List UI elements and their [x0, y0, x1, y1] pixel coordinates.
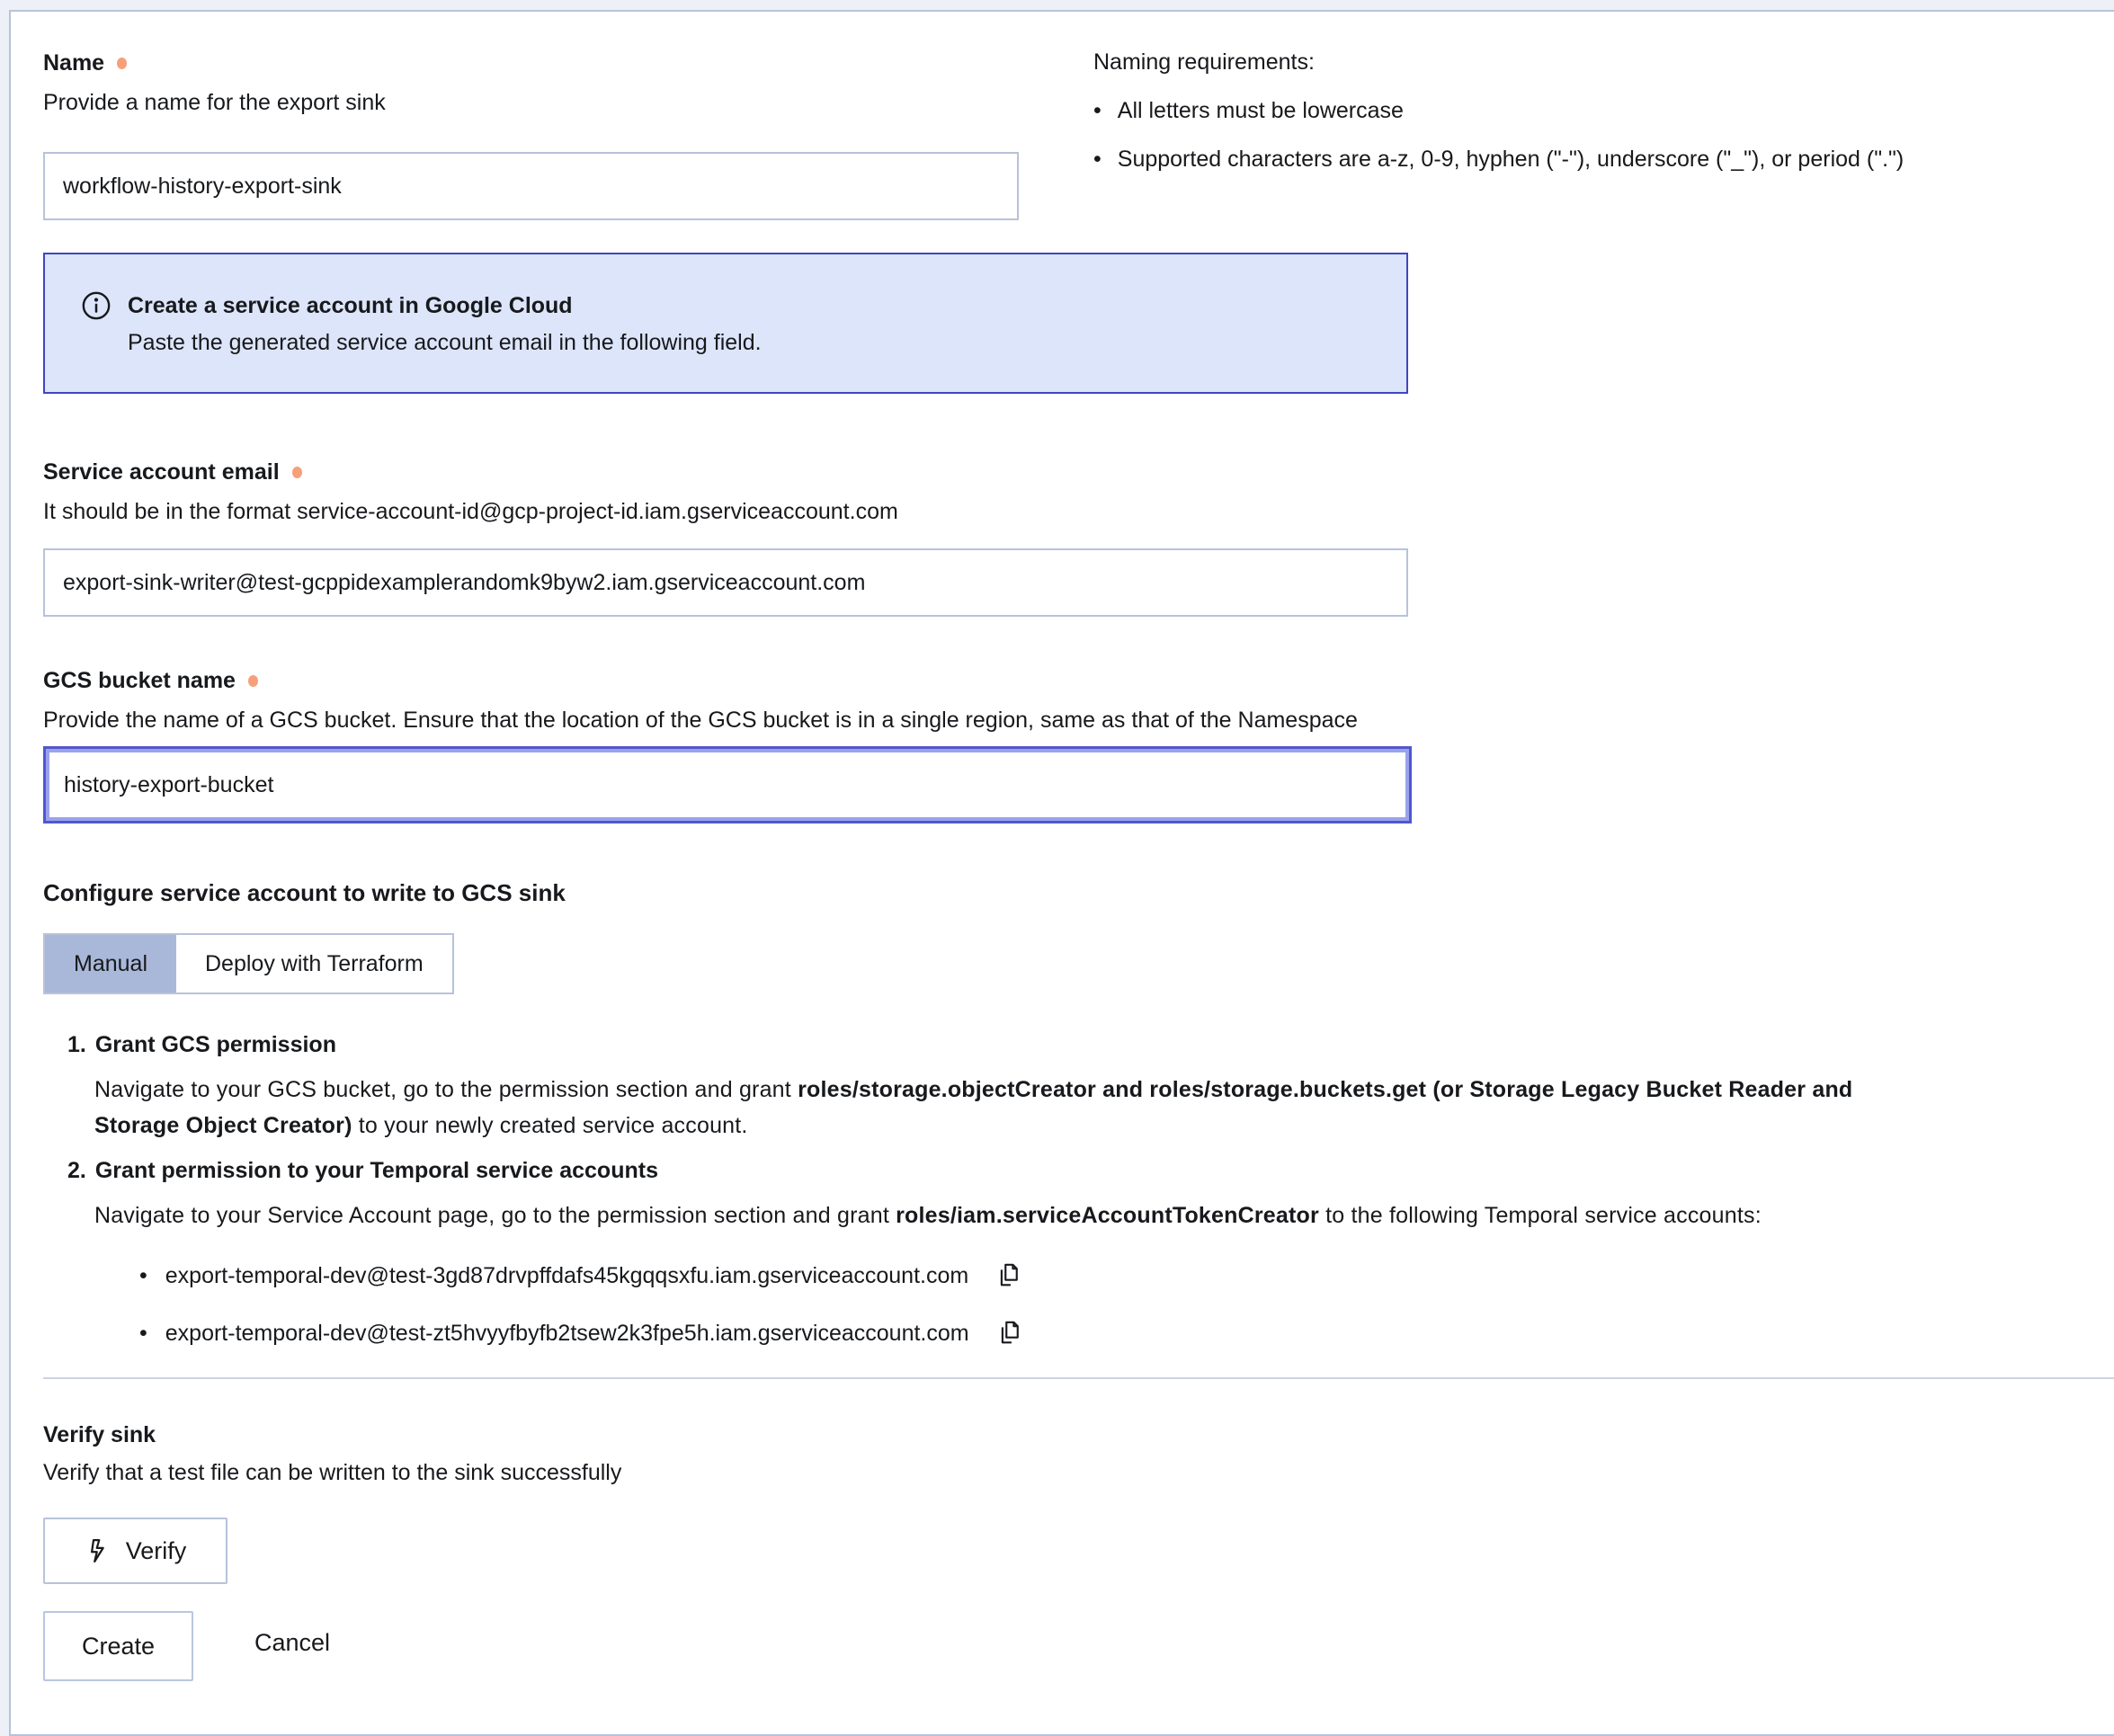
step-body-text: Navigate to your GCS bucket, go to the permission section and grant	[94, 1077, 798, 1102]
naming-requirements	[1093, 39, 2114, 220]
step-1-title-row	[67, 1032, 2114, 1059]
info-icon	[81, 290, 111, 321]
lightning-icon	[85, 1537, 111, 1564]
configure-tabs	[43, 933, 454, 994]
service-account-label-row	[43, 458, 2114, 485]
service-account-email-input[interactable]	[43, 548, 1408, 617]
cancel-button[interactable]: Cancel	[254, 1629, 331, 1656]
export-sink-form-card	[9, 10, 2114, 1736]
step-number: 1.	[67, 1032, 86, 1057]
name-input[interactable]	[43, 152, 1019, 220]
temporal-service-accounts-list	[139, 1260, 2114, 1349]
bullet-icon: •	[139, 1262, 147, 1288]
tab-deploy-with-terraform[interactable]: Deploy with Terraform	[176, 935, 452, 993]
service-account-hint: It should be in the format service-account-id@gcp-project-id.iam.gserviceaccount.com	[43, 499, 898, 524]
name-hint: Provide a name for the export sink	[43, 90, 386, 115]
service-account-email: export-temporal-dev@test-3gd87drvpffdafs45kgqqsxfu.iam.gserviceaccount.com	[165, 1262, 969, 1288]
service-account-info-box	[43, 253, 1408, 394]
required-indicator	[248, 675, 258, 687]
requirement-text: All letters must be lowercase	[1117, 98, 1404, 123]
info-box-header	[81, 290, 1378, 321]
bucket-name-input[interactable]	[43, 746, 1412, 823]
name-label: Name	[43, 49, 105, 76]
section-divider	[43, 1377, 2114, 1379]
bucket-hint: Provide the name of a GCS bucket. Ensure that the location of the GCS bucket is in a single region, same as that of the Namespace	[43, 708, 1358, 733]
name-label-row	[43, 49, 1019, 76]
bucket-label-row	[43, 667, 2114, 694]
create-button[interactable]: Create	[43, 1611, 193, 1681]
required-indicator	[292, 467, 302, 478]
list-item	[1093, 96, 2114, 125]
step-body-bold: roles/iam.serviceAccountTokenCreator	[896, 1203, 1319, 1228]
service-account-email: export-temporal-dev@test-zt5hvyyfbyfb2tsew2k3fpe5h.iam.gserviceaccount.com	[165, 1320, 969, 1346]
copy-button[interactable]	[996, 1318, 1023, 1349]
step-title: Grant GCS permission	[94, 1032, 336, 1057]
copy-button[interactable]	[995, 1260, 1022, 1291]
step-2-body	[94, 1197, 1875, 1233]
step-body-bold: roles/storage.objectCreator and roles/storage.buckets.get (or Storage Legacy Bucket Reader and Storage Object Creator)	[94, 1077, 1853, 1138]
naming-requirements-list	[1093, 96, 2114, 174]
copy-icon	[996, 1319, 1023, 1346]
list-item	[139, 1318, 2114, 1349]
step-2-title-row	[67, 1158, 2114, 1185]
copy-icon	[995, 1261, 1022, 1288]
info-box-title: Create a service account in Google Cloud	[128, 292, 573, 318]
step-body-text: to the following Temporal service accounts:	[1318, 1203, 1762, 1228]
list-item	[1093, 145, 2114, 174]
bucket-label: GCS bucket name	[43, 667, 236, 693]
required-indicator	[117, 58, 127, 69]
info-box-body: Paste the generated service account email in the following field.	[128, 330, 762, 355]
list-item	[139, 1260, 2114, 1291]
naming-requirements-title: Naming requirements:	[1093, 49, 1315, 75]
bullet-icon: •	[1093, 98, 1102, 123]
verify-button-label: Verify	[125, 1536, 187, 1564]
bullet-icon: •	[139, 1320, 147, 1346]
configure-section-title: Configure service account to write to GCS sink	[43, 879, 566, 906]
step-title: Grant permission to your Temporal service accounts	[94, 1158, 658, 1183]
step-body-text: Navigate to your Service Account page, go to the permission section and grant	[94, 1203, 896, 1228]
form-actions	[43, 1611, 2114, 1681]
verify-section-title: Verify sink	[43, 1422, 156, 1447]
service-account-label: Service account email	[43, 458, 280, 485]
name-field-column	[43, 39, 1019, 220]
step-number: 2.	[67, 1158, 86, 1183]
requirement-text: Supported characters are a-z, 0-9, hyphen ("-"), underscore ("_"), or period (".")	[1117, 147, 1904, 172]
step-1-body	[94, 1072, 1875, 1144]
verify-button[interactable]	[43, 1518, 227, 1584]
bullet-icon: •	[1093, 147, 1102, 172]
manual-steps	[43, 1032, 2114, 1349]
verify-section-hint: Verify that a test file can be written to the sink successfully	[43, 1460, 622, 1485]
step-body-text: to your newly created service account.	[352, 1113, 748, 1138]
name-and-requirements-row	[43, 39, 2114, 220]
tab-manual[interactable]: Manual	[45, 935, 176, 993]
